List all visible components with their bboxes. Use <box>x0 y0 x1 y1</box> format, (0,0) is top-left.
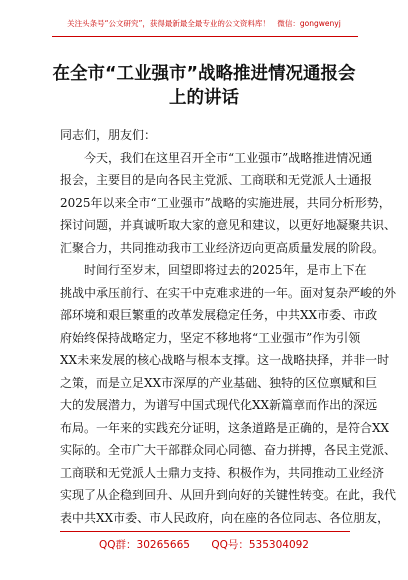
title-line-1: 在全市“工业强市”战略推进情况通报会 <box>52 64 356 84</box>
body-line: 实际的。全市广大干部群众同心同德、奋力拼搏，各民主党派、 <box>60 443 397 457</box>
header-divider <box>52 36 358 37</box>
document-title <box>40 62 368 110</box>
title-line-2: 上的讲话 <box>169 88 239 108</box>
body-line: 实现了从企稳到回升、从回升到向好的关键性转变。在此，我代 <box>60 488 397 502</box>
footer-contact <box>0 537 408 552</box>
body-line: 部环境和艰巨繁重的改革发展稳定任务，中共XX市委、市政 <box>60 308 378 322</box>
body-line: 2025年以来全市“工业强市”战略的实施进展，共同分析形势， <box>60 195 391 210</box>
body-line: 汇聚合力，共同推动我市工业经济迈向更高质量发展的阶段。 <box>60 240 385 255</box>
body-line: 大的发展潜力，为谱写中国式现代化XX新篇章而作出的深远 <box>60 398 378 412</box>
salutation: 同志们，朋友们： <box>60 128 157 142</box>
footer-qq-number: QQ号：535304092 <box>211 539 309 551</box>
body-line: 布局。一年来的实践充分证明，这条道路是正确的，是符合XX <box>60 420 390 435</box>
body-line: 今天，我们在这里召开全市“工业强市”战略推进情况通 <box>84 150 373 165</box>
body-line: 之策，而是立足XX市深厚的产业基础、独特的区位禀赋和巨 <box>60 375 378 390</box>
header-promo-text: 关注头条号“公文研究”，获得最新最全最专业的公文资料库！ 微信：gongwenyj <box>67 19 341 28</box>
footer-divider <box>60 531 350 532</box>
body-line: 时间行至岁末，回望即将过去的2025年，是市上下在 <box>84 263 367 277</box>
body-line: 表中共XX市委、市人民政府，向在座的各位同志、各位朋友， <box>60 510 390 525</box>
body-line: 挑战中承压前行、在实干中克难求进的一年。面对复杂严峻的外 <box>60 285 397 300</box>
body-line: 报会，主要目的是向各民主党派、工商联和无党派人士通报 <box>60 173 373 187</box>
body-line: XX未来发展的核心战略与根本支撑。这一战略抉择，并非一时 <box>60 353 390 367</box>
body-line: 探讨问题，并真诚听取大家的意见和建议，以更好地凝聚共识、 <box>60 218 397 232</box>
footer-qq-group: QQ群：30265665 <box>99 539 190 551</box>
body-line: 府始终保持战略定力，坚定不移地将“工业强市”作为引领 <box>60 330 361 345</box>
document-body <box>60 124 397 529</box>
body-line: 工商联和无党派人士鼎力支持、积极作为，共同推动工业经济 <box>60 465 385 480</box>
